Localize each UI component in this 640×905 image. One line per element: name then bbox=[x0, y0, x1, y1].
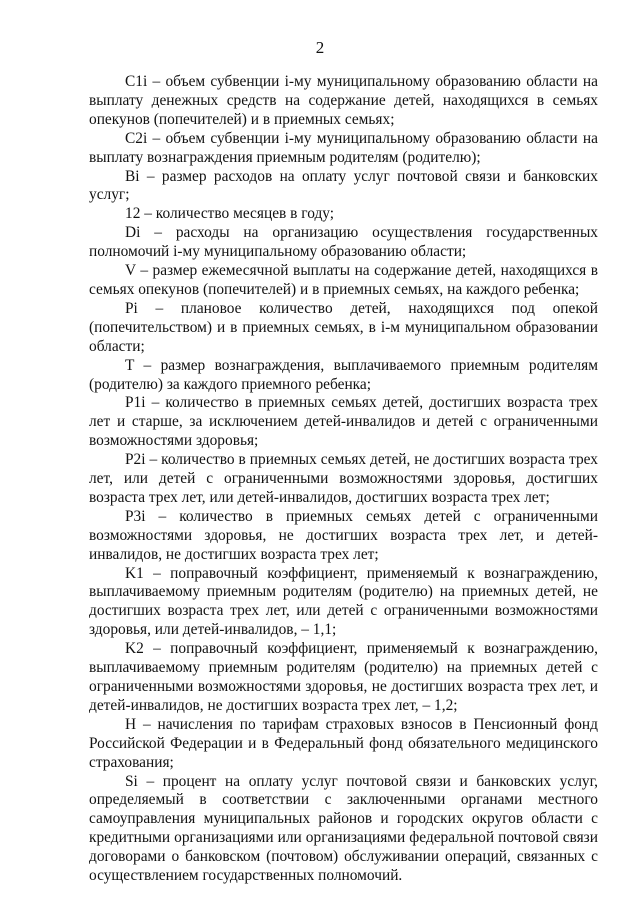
definition-h: H – начисления по тарифам страховых взносов в Пенсионный фонд Российской Федерации и в Федеральный фонд обязательного медицинского страхования; bbox=[89, 715, 598, 771]
definition-p1i: P1i – количество в приемных семьях детей, достигших возраста трех лет и старше, за исключением детей-инвалидов и детей с ограниченными возможностями здоровья; bbox=[89, 394, 598, 450]
definition-si: Si – процент на оплату услуг почтовой связи и банковских услуг, определяемый в соответствии с заключенными органами местного самоуправления муниципальных районов и городских округов области с кредитными организациями или организациями федеральной почтовой связи договорами о банковском (почтовом) обслуживании операций, связанных с осуществлением государственных полномочий. bbox=[89, 772, 598, 885]
definition-t: T – размер вознаграждения, выплачиваемого приемным родителям (родителю) за каждого приемного ребенка; bbox=[89, 356, 598, 393]
page-number: 2 bbox=[315, 38, 325, 57]
document-body bbox=[89, 73, 598, 886]
definition-di: Di – расходы на организацию осуществления государственных полномочий i-му муниципальному образованию области; bbox=[89, 224, 598, 261]
definition-k1: K1 – поправочный коэффициент, применяемый к вознаграждению, выплачиваемому приемным родителям (родителю) на приемных детей, не достигших возраста трех лет, или детей с ограниченными возможностями здоровья, или детей-инвалидов, – 1,1; bbox=[89, 564, 598, 639]
definition-p3i: P3i – количество в приемных семьях детей с ограниченными возможностями здоровья, не достигших возраста трех лет, и детей-инвалидов, не достигших возраста трех лет; bbox=[89, 507, 598, 563]
definition-12: 12 – количество месяцев в году; bbox=[125, 205, 335, 223]
definition-v: V – размер ежемесячной выплаты на содержание детей, находящихся в семьях опекунов (попечителей) и в приемных семьях, на каждого ребенка; bbox=[89, 262, 598, 298]
definition-c2i: C2i – объем субвенции i-му муниципальному образованию области на выплату вознаграждения приемным родителям (родителю); bbox=[89, 129, 598, 166]
definition-pi: Pi – плановое количество детей, находящихся под опекой (попечительством) и в приемных семьях, в i-м муниципальном образовании области; bbox=[89, 299, 598, 355]
definition-c1i: C1i – объем субвенции i-му муниципальному образованию области на выплату денежных средств на содержание детей, находящихся в семьях опекунов (попечителей) и в приемных семьях; bbox=[89, 73, 598, 128]
definition-bi: Bi – размер расходов на оплату услуг почтовой связи и банковских услуг; bbox=[89, 167, 598, 204]
definition-k2: K2 – поправочный коэффициент, применяемый к вознаграждению, выплачиваемому приемным родителям (родителю) на приемных детей с ограниченными возможностями здоровья, не достигших возраста трех лет, и детей-инвалидов, не достигших возраста трех лет, – 1,2; bbox=[89, 640, 598, 714]
definition-p2i: P2i – количество в приемных семьях детей, не достигших возраста трех лет, или детей с ограниченными возможностями здоровья, достигших возраста трех лет, или детей-инвалидов, достигших возраста трех лет; bbox=[89, 451, 598, 506]
